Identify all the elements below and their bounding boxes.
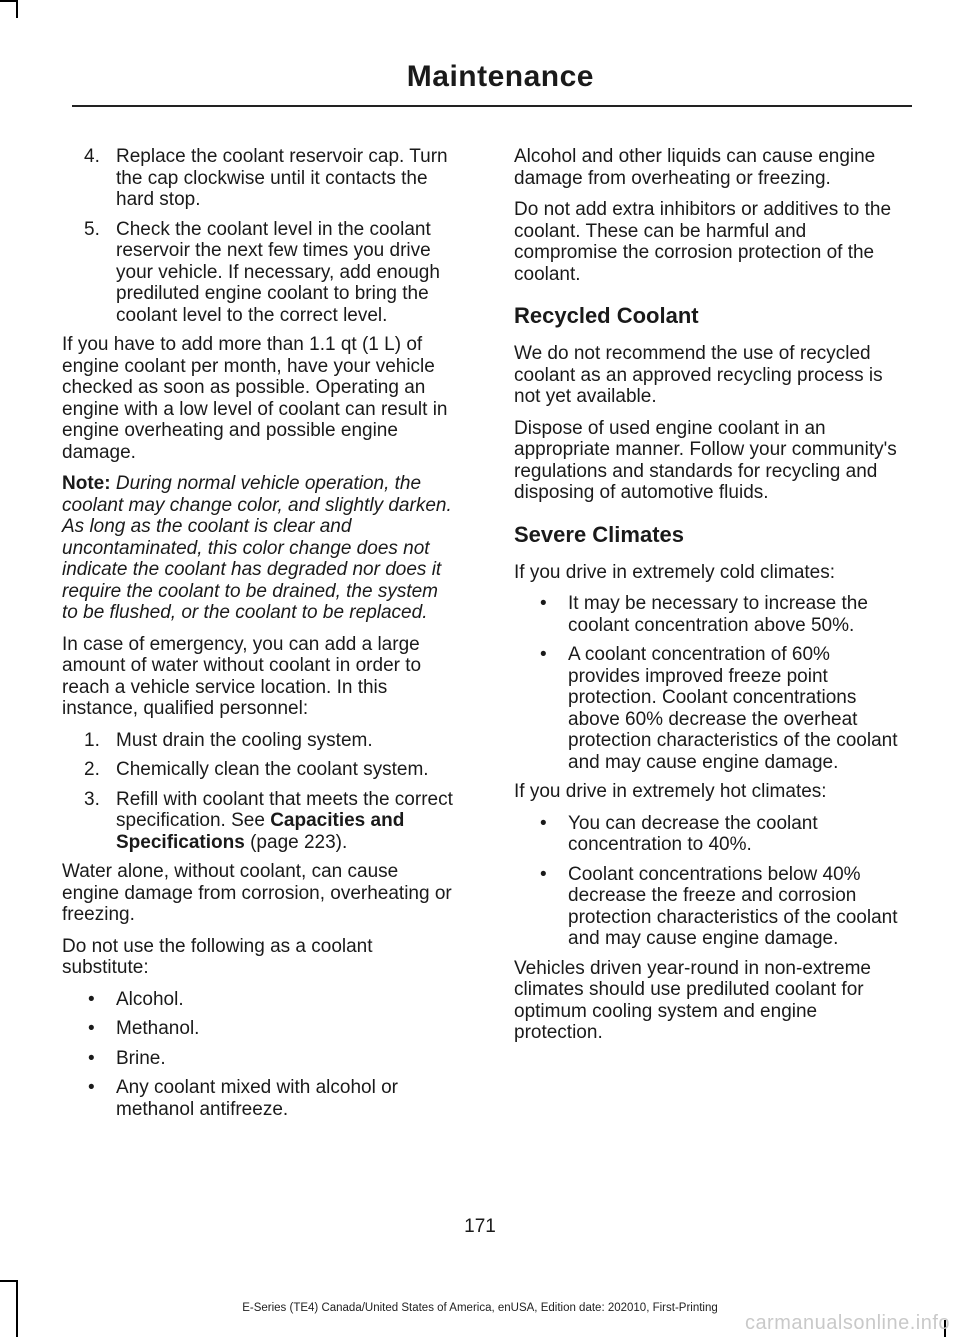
paragraph-year-round: Vehicles driven year-round in non-extreme climates should use prediluted coolant for optimum cooling system and engine protection. bbox=[514, 957, 871, 1043]
list-item bbox=[62, 1018, 454, 1040]
bullet-icon: • bbox=[540, 644, 547, 665]
list-item-text: Coolant concentrations below 40% decrease the freeze and corrosion protection characteristics of the coolant and may cause engine damage. bbox=[568, 863, 898, 949]
paragraph-emergency: In case of emergency, you can add a large amount of water without coolant in order to reach a vehicle service location. In this instance, qualified personnel: bbox=[62, 633, 422, 719]
bullet-icon: • bbox=[88, 988, 95, 1010]
list-item bbox=[514, 593, 906, 636]
list-item bbox=[514, 813, 906, 856]
step-text: Chemically clean the coolant system. bbox=[116, 759, 429, 780]
heading-severe-climates: Severe Climates bbox=[514, 521, 684, 547]
page-reference: (page 223). bbox=[244, 831, 348, 853]
step-text: Check the coolant level in the coolant reservoir the next few times you drive your vehicle. If necessary, add enough prediluted engine coolant to bring the coolant level to the correct level. bbox=[116, 218, 440, 326]
list-item-text: Brine. bbox=[116, 1047, 166, 1069]
crop-mark-top-left-vertical bbox=[16, 0, 18, 18]
left-column bbox=[62, 146, 454, 1128]
list-item bbox=[514, 644, 906, 773]
step-2 bbox=[62, 759, 454, 781]
bullet-icon: • bbox=[540, 863, 547, 885]
list-item bbox=[62, 989, 454, 1011]
paragraph-liquids: Alcohol and other liquids can cause engine damage from overheating or freezing. bbox=[514, 146, 876, 189]
step-number: 5. bbox=[84, 218, 100, 240]
note-text: During normal vehicle operation, the coolant may change color, and slightly darken. As long as the coolant is clear and uncontaminated, this color change does not indicate the coolant has degraded nor does it require the coolant to be drained, the system to be flushed, or the coolant to be replaced. bbox=[62, 473, 452, 623]
footer-edition: E-Series (TE4) Canada/United States of America, enUSA, Edition date: 202010, First-Printing bbox=[242, 1302, 718, 1314]
step-text: Replace the coolant reservoir cap. Turn the cap clockwise until it contacts the hard stop. bbox=[116, 146, 448, 210]
list-item bbox=[62, 1077, 454, 1120]
paragraph-dispose: Dispose of used engine coolant in an appropriate manner. Follow your community's regulations and standards for recycling and disposing of automotive fluids. bbox=[514, 417, 897, 503]
step-1 bbox=[62, 730, 454, 752]
list-item-text: Any coolant mixed with alcohol or methanol antifreeze. bbox=[116, 1077, 398, 1120]
paragraph-water-alone: Water alone, without coolant, can cause engine damage from corrosion, overheating or freezing. bbox=[62, 861, 452, 925]
list-item-text: Methanol. bbox=[116, 1018, 200, 1039]
right-column bbox=[514, 146, 906, 1054]
step-text: Must drain the cooling system. bbox=[116, 729, 373, 751]
paragraph-recycled: We do not recommend the use of recycled coolant as an approved recycling process is not yet available. bbox=[514, 343, 883, 407]
note-label: Note: bbox=[62, 473, 111, 494]
page-title: Maintenance bbox=[406, 60, 594, 93]
list-item-text: It may be necessary to increase the coolant concentration above 50%. bbox=[568, 593, 868, 636]
capacities-link[interactable]: Capacities and Specifications bbox=[116, 810, 405, 853]
header-divider bbox=[72, 105, 912, 107]
list-item bbox=[514, 864, 906, 950]
bullet-icon: • bbox=[540, 593, 547, 614]
step-4 bbox=[62, 146, 454, 211]
bullet-icon: • bbox=[540, 812, 547, 834]
bullet-icon: • bbox=[88, 1077, 95, 1098]
paragraph-hot: If you drive in extremely hot climates: bbox=[514, 781, 827, 802]
step-3 bbox=[62, 789, 454, 854]
watermark: carmanualsonline.info bbox=[744, 1312, 950, 1334]
bullet-icon: • bbox=[88, 1047, 95, 1069]
step-number: 1. bbox=[84, 729, 100, 751]
step-number: 3. bbox=[84, 788, 100, 810]
heading-recycled-coolant: Recycled Coolant bbox=[514, 303, 699, 328]
list-item-text: You can decrease the coolant concentration to 40%. bbox=[568, 812, 818, 855]
step-5 bbox=[62, 219, 454, 327]
list-item bbox=[62, 1048, 454, 1070]
bullet-icon: • bbox=[88, 1018, 95, 1039]
paragraph-cold: If you drive in extremely cold climates: bbox=[514, 561, 836, 583]
paragraph-substitute: Do not use the following as a coolant substitute: bbox=[62, 935, 373, 978]
list-item-text: A coolant concentration of 60% provides improved freeze point protection. Coolant concentrations above 60% decrease the overheat protection characteristics of the coolant and may cause engine damage. bbox=[568, 644, 898, 773]
crop-mark-bottom-left-horizontal bbox=[0, 1280, 18, 1282]
paragraph-add-coolant: If you have to add more than 1.1 qt (1 L) of engine coolant per month, have your vehicle checked as soon as possible. Operating an engine with a low level of coolant can result in engine overheating and possible engine damage. bbox=[62, 334, 448, 463]
paragraph-inhibitors: Do not add extra inhibitors or additives to the coolant. These can be harmful and compromise the corrosion protection of the coolant. bbox=[514, 199, 892, 285]
step-text: Refill with coolant that meets the correct specification. See bbox=[116, 788, 453, 831]
note-paragraph bbox=[62, 473, 454, 624]
step-number: 4. bbox=[84, 146, 100, 167]
list-item-text: Alcohol. bbox=[116, 988, 184, 1010]
step-number: 2. bbox=[84, 759, 100, 780]
page-number: 171 bbox=[464, 1216, 496, 1237]
